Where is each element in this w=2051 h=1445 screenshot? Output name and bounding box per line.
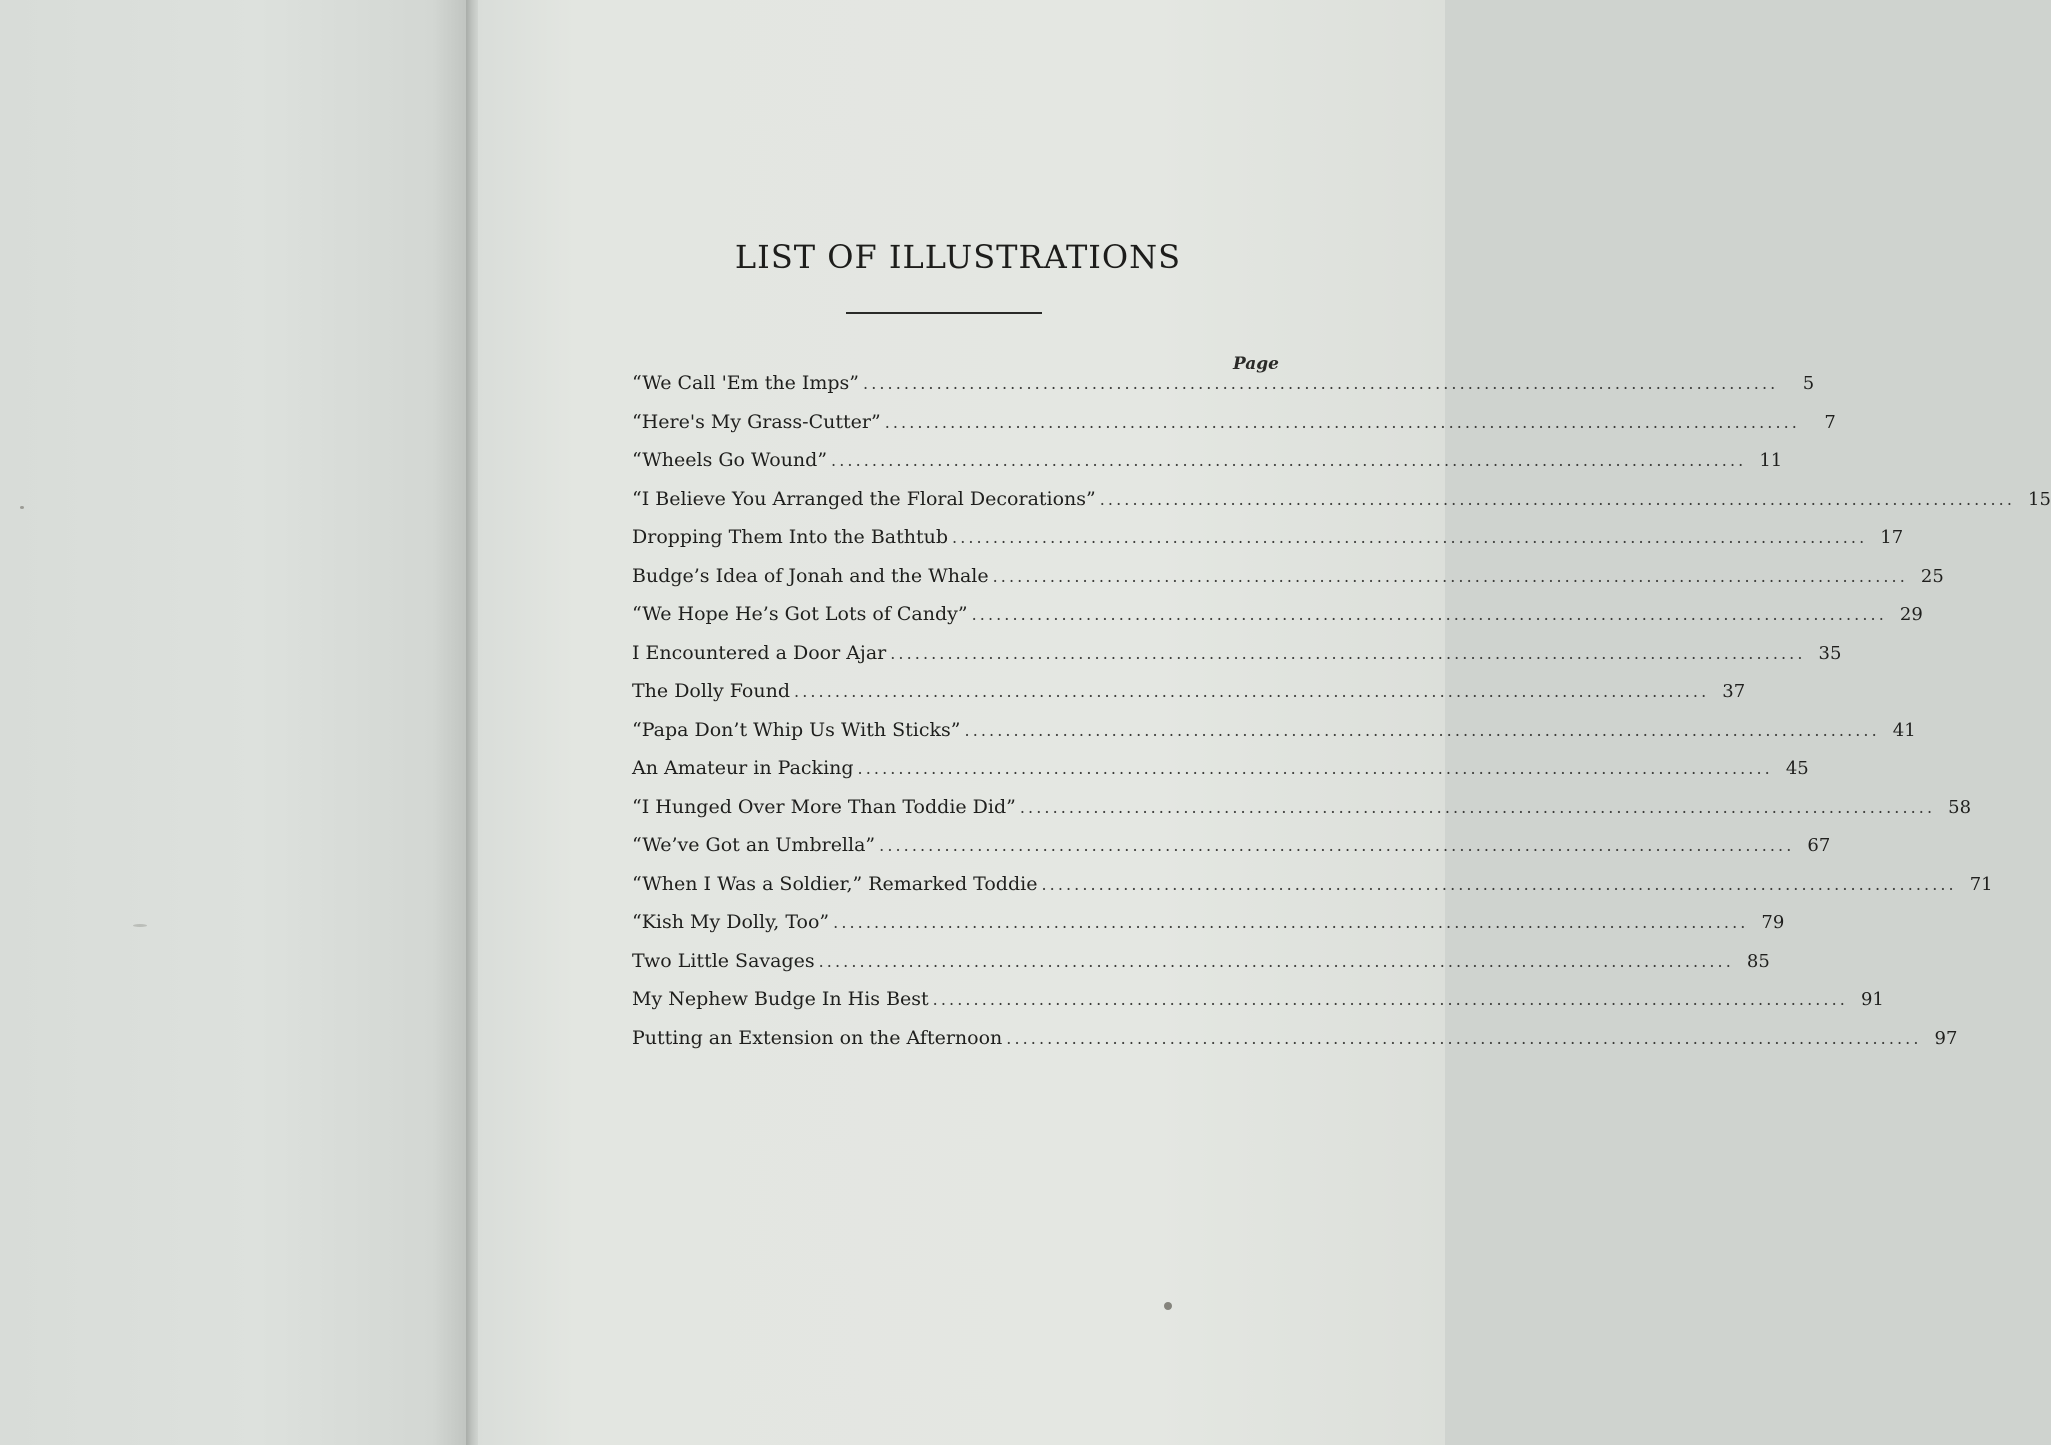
list-item xyxy=(632,795,1972,835)
entry-page-number: 97 xyxy=(1934,1027,1958,1049)
entry-page-number: 71 xyxy=(1969,873,1993,895)
entry-title: “Papa Don’t Whip Us With Sticks” xyxy=(632,718,961,741)
entry-title: “Wheels Go Wound” xyxy=(632,449,828,471)
left-page xyxy=(0,0,470,1445)
page-column-label: Page xyxy=(1232,354,1279,374)
entry-page-number: 37 xyxy=(1722,681,1746,702)
entry-title: “We’ve Got an Umbrella” xyxy=(632,834,876,856)
list-item xyxy=(632,1026,1958,1066)
entry-title: I Encountered a Door Ajar xyxy=(632,641,887,664)
dot-leader xyxy=(831,451,1742,470)
dot-leader xyxy=(952,528,1863,547)
dot-leader xyxy=(1100,490,2011,509)
list-item xyxy=(632,526,1904,565)
paper-spot xyxy=(20,506,24,509)
entry-page-number: 79 xyxy=(1761,912,1785,933)
entry-title: An Amateur in Packing xyxy=(632,757,854,779)
dot-leader xyxy=(833,913,1744,932)
list-item xyxy=(632,372,1815,411)
entry-page-number: 35 xyxy=(1818,642,1842,664)
entry-title: The Dolly Found xyxy=(632,680,791,702)
paper-spot xyxy=(133,924,147,927)
entry-page-number: 67 xyxy=(1807,835,1831,856)
list-item xyxy=(632,911,1785,950)
entry-title: Two Little Savages xyxy=(632,949,815,972)
dot-leader xyxy=(1020,798,1931,817)
title-rule xyxy=(846,312,1042,314)
entry-page-number: 41 xyxy=(1892,719,1916,741)
list-item xyxy=(632,449,1783,488)
entry-page-number: 25 xyxy=(1920,565,1944,587)
list-item xyxy=(632,603,1923,642)
dot-leader xyxy=(890,644,1801,663)
list-item xyxy=(632,988,1884,1027)
list-item xyxy=(632,410,1836,450)
entry-page-number: 17 xyxy=(1880,527,1904,548)
list-item xyxy=(632,949,1770,989)
list-item xyxy=(632,680,1746,719)
dot-leader xyxy=(885,413,1796,432)
entry-page-number: 29 xyxy=(1899,604,1923,625)
entry-page-number: 45 xyxy=(1785,758,1809,779)
list-item xyxy=(632,757,1809,796)
entry-page-number: 85 xyxy=(1746,950,1770,972)
dot-leader xyxy=(858,759,1769,778)
entry-page-number: 7 xyxy=(1824,411,1836,433)
entry-title: Putting an Extension on the Afternoon xyxy=(632,1026,1003,1049)
entry-page-number: 11 xyxy=(1759,450,1783,471)
list-item xyxy=(632,872,1993,912)
entry-title: Dropping Them Into the Bathtub xyxy=(632,526,949,548)
dot-leader xyxy=(794,682,1705,701)
entry-title: “Here's My Grass-Cutter” xyxy=(632,410,881,433)
dot-leader xyxy=(993,567,1904,586)
entry-title: “I Hunged Over More Than Toddie Did” xyxy=(632,795,1016,818)
entry-page-number: 58 xyxy=(1948,796,1972,818)
entry-title: My Nephew Budge In His Best xyxy=(632,988,929,1010)
entry-title: “When I Was a Soldier,” Remarked Toddie xyxy=(632,872,1038,895)
dot-leader xyxy=(863,374,1774,393)
entry-page-number: 91 xyxy=(1860,989,1884,1010)
dot-leader xyxy=(819,952,1730,971)
entry-page-number: 5 xyxy=(1802,373,1815,394)
list-item xyxy=(632,718,1916,758)
dot-leader xyxy=(1041,875,1952,894)
dot-leader xyxy=(879,836,1790,855)
entry-title: “We Hope He’s Got Lots of Candy” xyxy=(632,603,968,625)
dot-leader xyxy=(933,990,1844,1009)
entry-title: “I Believe You Arranged the Floral Decorations” xyxy=(632,487,1096,510)
illustrations-list xyxy=(632,372,2051,1065)
list-item xyxy=(632,487,2051,527)
list-item xyxy=(632,564,1944,604)
dot-leader xyxy=(972,605,1883,624)
entry-title: “We Call 'Em the Imps” xyxy=(632,372,860,394)
entry-title: “Kish My Dolly, Too” xyxy=(632,911,830,933)
dot-leader xyxy=(1006,1029,1917,1048)
page-title: LIST OF ILLUSTRATIONS xyxy=(734,238,1182,276)
paper-spot xyxy=(1164,1302,1172,1310)
list-item xyxy=(632,641,1842,681)
entry-page-number: 15 xyxy=(2028,488,2051,510)
list-item xyxy=(632,834,1831,873)
dot-leader xyxy=(965,721,1876,740)
entry-title: Budge’s Idea of Jonah and the Whale xyxy=(632,564,989,587)
